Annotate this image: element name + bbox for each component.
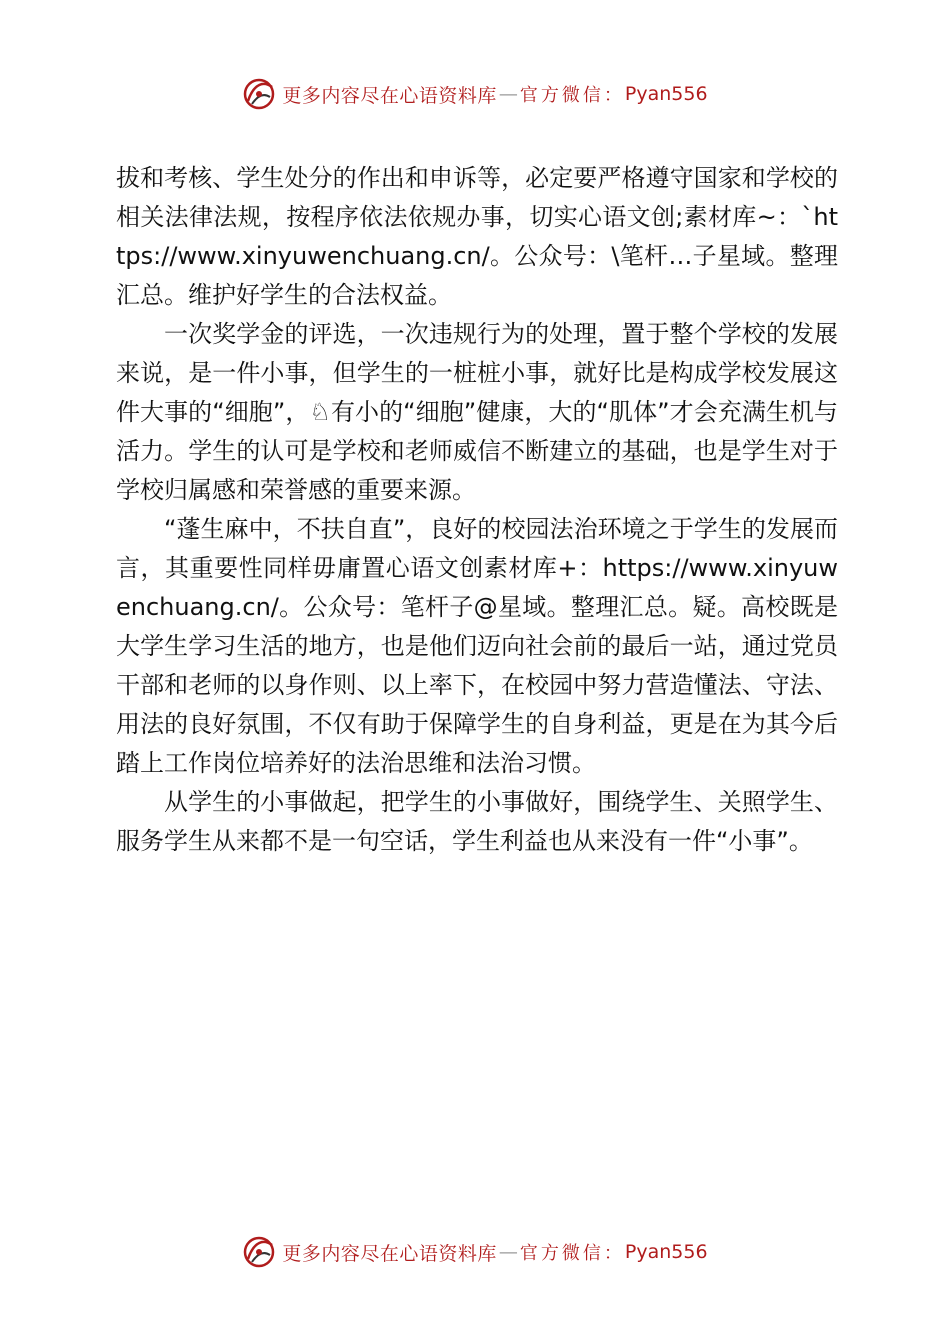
banner-tagline: 更多内容尽在心语资料库 — [282, 1242, 497, 1265]
seal-logo-icon — [242, 77, 276, 111]
document-body — [116, 159, 838, 861]
banner-wechat-label: 官方微信： — [519, 85, 625, 106]
banner-dash: — — [498, 83, 518, 105]
paragraph-4: 从学生的小事做起，把学生的小事做好，围绕学生、关照学生、服务学生从来都不是一句空话，学生利益也从来没有一件“小事”。 — [116, 788, 838, 855]
seal-logo-icon — [242, 1235, 276, 1269]
paragraph-1: 拔和考核、学生处分的作出和申诉等，必定要严格遵守国家和学校的相关法律法规，按程序依法依规办事，切实心语文创;素材库~：`https://www.xinyuwenchuang.cn/。公众号：\笔杆…子星域。整理汇总。维护好学生的合法权益。 — [116, 164, 838, 309]
footer-banner — [0, 1232, 950, 1272]
paragraph-3: “蓬生麻中，不扶自直”，良好的校园法治环境之于学生的发展而言，其重要性同样毋庸置心语文创素材库+：https://www.xinyuwenchuang.cn/。公众号：笔杆子@星域。整理汇总。疑。高校既是大学生学习生活的地方，也是他们迈向社会前的最后一站，通过党员干部和老师的以身作则、以上率下，在校园中努力营造懂法、守法、用法的良好氛围，不仅有助于保障学生的自身利益，更是在为其今后踏上工作岗位培养好的法治思维和法治习惯。 — [116, 515, 838, 777]
banner-wechat-id: Pyan556 — [624, 83, 708, 105]
paragraph-2: 一次奖学金的评选，一次违规行为的处理，置于整个学校的发展来说，是一件小事，但学生的一桩桩小事，就好比是构成学校发展这件大事的“细胞”，♘有小的“细胞”健康，大的“肌体”才会充满生机与活力。学生的认可是学校和老师威信不断建立的基础，也是学生对于学校归属感和荣誉感的重要来源。 — [116, 320, 838, 504]
banner-dash: — — [498, 1241, 518, 1263]
banner-wechat-label: 官方微信： — [519, 1243, 625, 1264]
header-banner — [0, 74, 950, 114]
banner-wechat-id: Pyan556 — [624, 1241, 708, 1263]
banner-tagline: 更多内容尽在心语资料库 — [282, 84, 497, 107]
